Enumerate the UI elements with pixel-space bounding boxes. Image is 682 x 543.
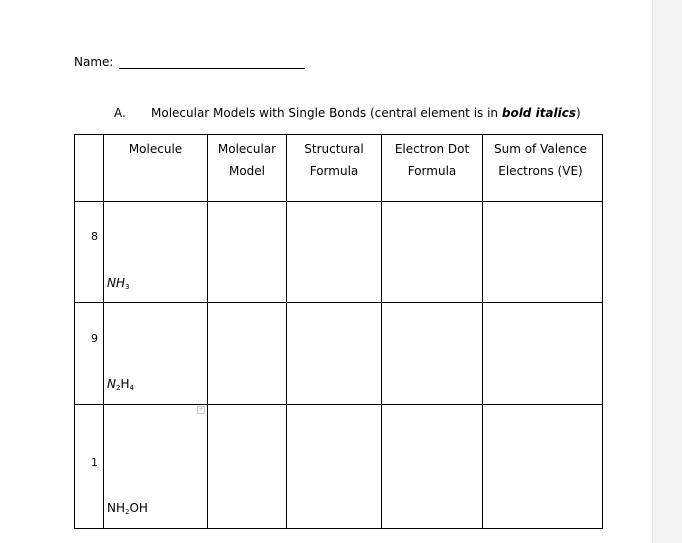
molecule-formula [107,276,129,291]
molecule-table [74,134,603,529]
section-title-suffix: ) [576,106,581,120]
row-number-cell [75,202,104,303]
molecular-model-cell[interactable] [208,202,287,303]
section-letter: A. [114,106,126,120]
name-blank-line [119,56,305,69]
name-field [74,55,305,69]
column-header-line: Model [228,164,266,178]
column-header-line: Formula [309,164,359,178]
formula-part: NH [107,276,125,290]
formula-part: NH [107,501,125,515]
formula-part: H [120,377,130,391]
row-number: 9 [91,332,98,345]
electron-dot-cell[interactable] [382,303,483,405]
molecule-formula [107,377,134,392]
formula-subscript: 3 [125,283,130,291]
page-gutter [652,0,682,543]
table-header-row [75,135,603,202]
column-header-line: Electrons (VE) [498,164,583,178]
row-number-header-cell [75,135,104,202]
formula-part: OH [129,501,148,515]
row-number-cell [75,303,104,405]
valence-electrons-cell[interactable] [483,405,603,529]
row-number-cell [75,405,104,529]
row-number: 1 [91,456,98,469]
formula-subscript: 4 [129,384,134,392]
column-header-molecule [104,135,208,202]
molecule-cell[interactable] [104,202,208,303]
molecule-formula [107,501,148,516]
column-header-valence-electrons [483,135,603,202]
column-header-line: Sum of Valence [493,142,588,156]
section-heading [114,106,581,120]
column-header-line: Structural [304,142,364,156]
column-header-structural-formula [287,135,382,202]
column-header-line: Molecule [128,142,183,156]
formula-subscript: 2 [115,384,121,392]
row-number: 8 [91,230,98,243]
table-row [75,303,603,405]
structural-formula-cell[interactable] [287,202,382,303]
formula-subscript: 2 [125,508,130,516]
column-header-line: Electron Dot [394,142,470,156]
table-row [75,202,603,303]
formula-part: N [107,377,116,391]
electron-dot-cell[interactable] [382,202,483,303]
column-header-line: Molecular [217,142,277,156]
column-header-electron-dot-formula [382,135,483,202]
column-header-molecular-model [208,135,287,202]
structural-formula-cell[interactable] [287,303,382,405]
object-anchor-icon[interactable]: + [198,406,204,413]
molecule-cell[interactable] [104,303,208,405]
table-row [75,405,603,529]
valence-electrons-cell[interactable] [483,202,603,303]
molecular-model-cell[interactable] [208,303,287,405]
column-header-line: Formula [407,164,457,178]
section-title-prefix: Molecular Models with Single Bonds (central element is in [151,106,502,120]
electron-dot-cell[interactable] [382,405,483,529]
molecule-cell[interactable] [104,405,208,529]
molecular-model-cell[interactable] [208,405,287,529]
name-label: Name: [74,55,114,69]
structural-formula-cell[interactable] [287,405,382,529]
valence-electrons-cell[interactable] [483,303,603,405]
section-title-emphasis: bold italics [501,106,577,120]
